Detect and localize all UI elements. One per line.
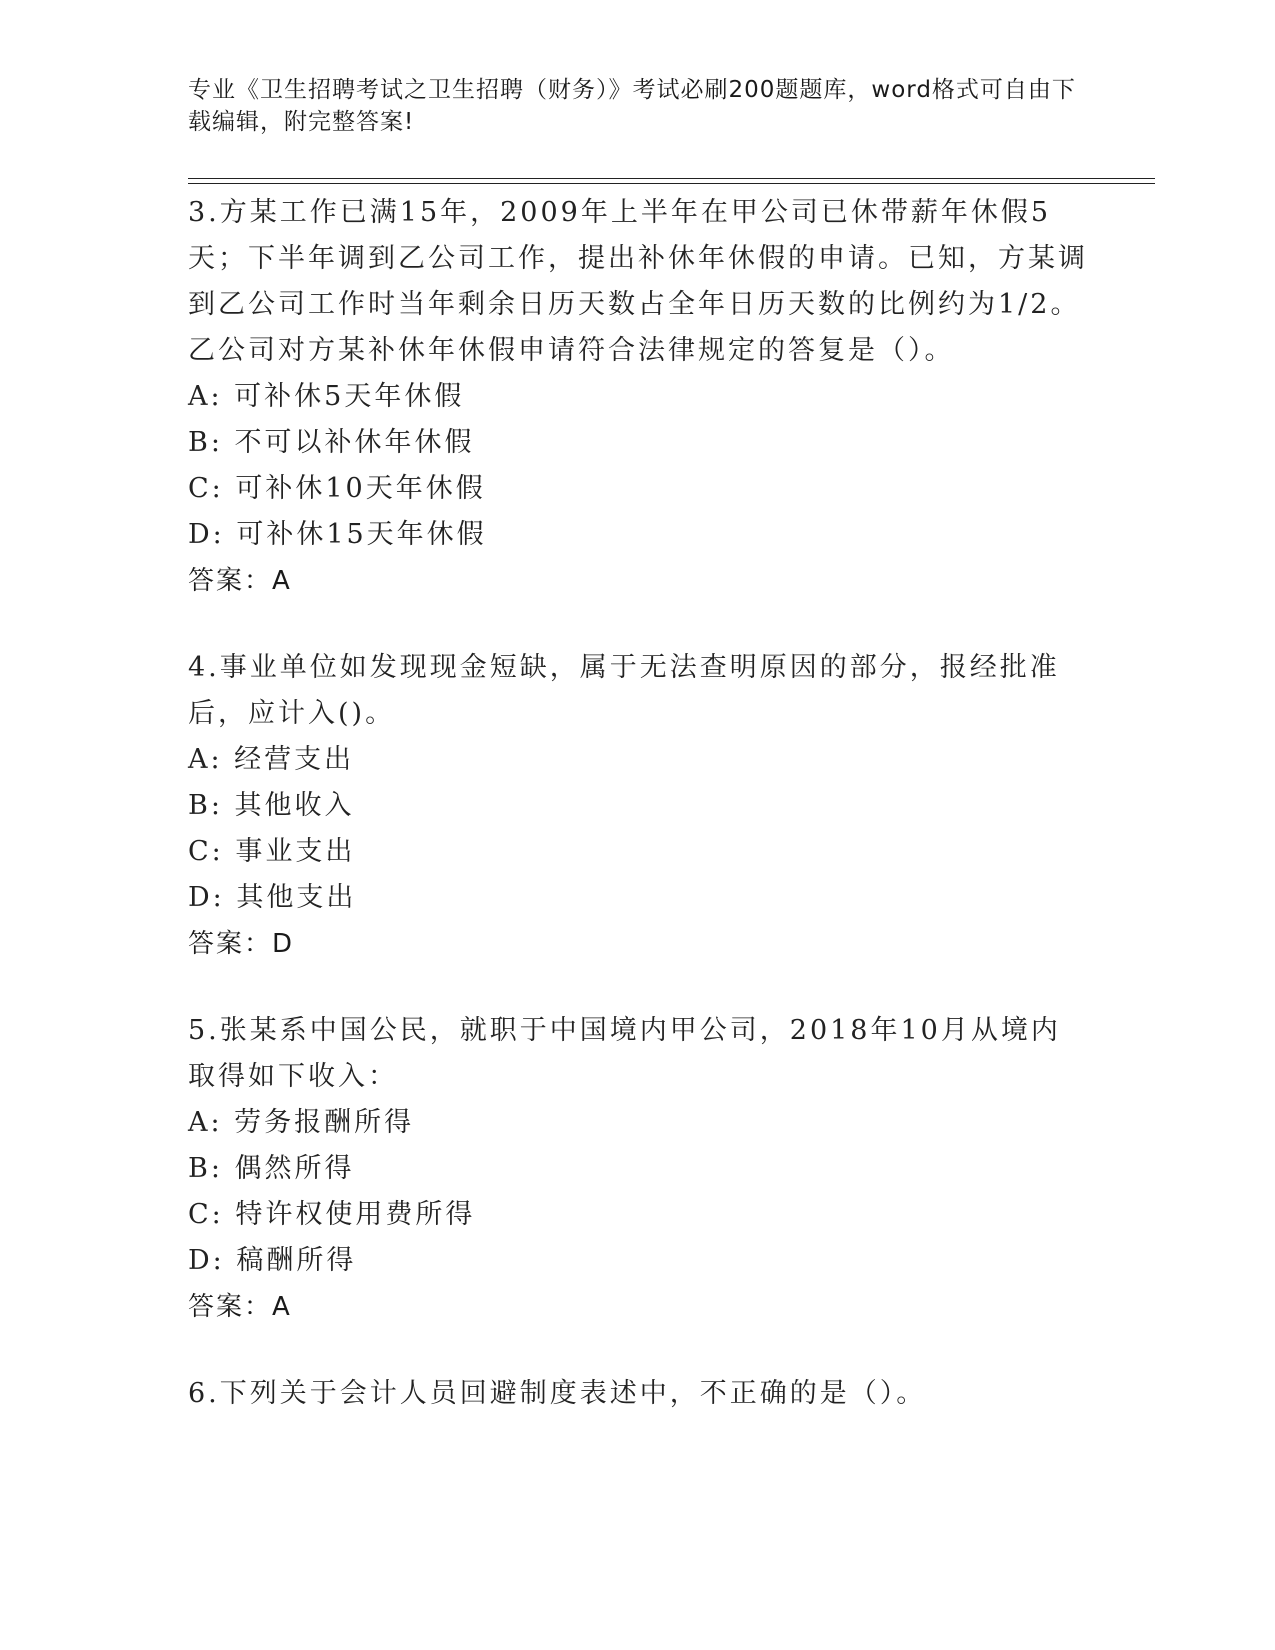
question-6 <box>188 1371 1088 1417</box>
question-5 <box>188 1008 1088 1330</box>
question-list <box>188 190 1088 1458</box>
option-c: C: 特许权使用费所得 <box>188 1199 476 1230</box>
option-b: B: 偶然所得 <box>188 1153 355 1184</box>
option-d: D: 其他支出 <box>188 882 357 913</box>
header-title: 专业《卫生招聘考试之卫生招聘（财务）》考试必刷200题题库，word格式可自由下载编辑，附完整答案! <box>188 77 1076 135</box>
header-divider-bottom <box>188 183 1155 184</box>
option-b: B: 不可以补休年休假 <box>188 427 475 458</box>
answer-line: 答案：D <box>188 929 295 959</box>
option-d: D: 稿酬所得 <box>188 1245 357 1276</box>
question-text: 4.事业单位如发现现金短缺，属于无法查明原因的部分，报经批准后，应计入()。 <box>188 652 1060 729</box>
question-4 <box>188 645 1088 967</box>
question-text: 5.张某系中国公民，就职于中国境内甲公司，2018年10月从境内取得如下收入： <box>188 1015 1061 1092</box>
option-a: A: 经营支出 <box>188 744 355 775</box>
option-d: D: 可补休15天年休假 <box>188 519 487 550</box>
option-b: B: 其他收入 <box>188 790 355 821</box>
option-c: C: 可补休10天年休假 <box>188 473 486 504</box>
header-divider-top <box>188 178 1155 179</box>
question-text: 3.方某工作已满15年，2009年上半年在甲公司已休带薪年休假5天；下半年调到乙公司工作，提出补休年休假的申请。已知，方某调到乙公司工作时当年剩余日历天数占全年日历天数的比例约为1/2。乙公司对方某补休年休假申请符合法律规定的答复是（）。 <box>188 197 1088 366</box>
answer-line: 答案：A <box>188 566 292 596</box>
answer-line: 答案：A <box>188 1292 292 1322</box>
question-3 <box>188 190 1088 604</box>
option-a: A: 可补休5天年休假 <box>188 381 465 412</box>
option-a: A: 劳务报酬所得 <box>188 1107 415 1138</box>
question-text: 6.下列关于会计人员回避制度表述中，不正确的是（）。 <box>188 1378 927 1409</box>
document-header <box>188 74 1088 138</box>
option-c: C: 事业支出 <box>188 836 356 867</box>
